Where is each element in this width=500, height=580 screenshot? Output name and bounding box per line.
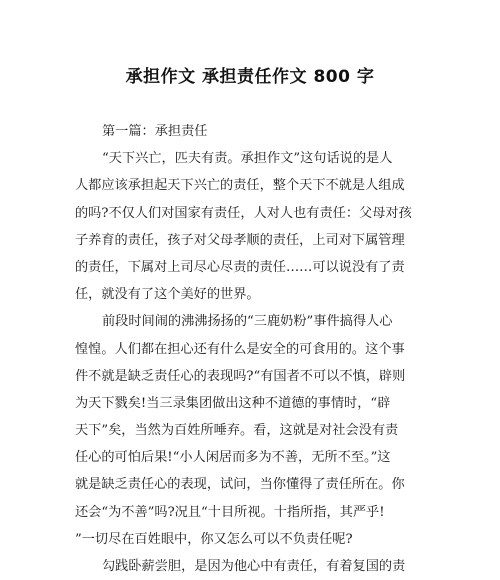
paragraph-line: 任心的可怕后果!“小人闲居而多为不善，无所不至。”这 [75, 450, 391, 466]
paragraph-line: ”一切尽在百姓眼中，你又怎么可以不负责任呢? [75, 531, 353, 547]
document-body [75, 118, 427, 580]
document-title: 承担作文 承担责任作文 800 字 [125, 67, 375, 87]
paragraph-line: 子养育的责任，孩子对父母孝顺的责任，上司对下属管理 [75, 232, 405, 248]
paragraph-line: “天下兴亡，匹夫有责。承担作文”这句话说的是人 [102, 151, 393, 167]
paragraph-line: 人都应该承担起天下兴亡的责任，整个天下不就是人组成 [75, 178, 405, 194]
paragraph-line: 前段时间闹的沸沸扬扬的“三鹿奶粉”事件搞得人心 [102, 314, 393, 330]
paragraph-line: 惶惶。人们都在担心还有什么是安全的可食用的。这个事 [75, 341, 405, 357]
paragraph-line: 件不就是缺乏责任心的表现吗?“有国者不可以不慎，辟则 [75, 368, 406, 384]
paragraph-line: 任，就没有了这个美好的世界。 [75, 287, 260, 303]
paragraph-line: 的责任，下属对上司尽心尽责的责任……可以说没有了责 [75, 259, 405, 275]
paragraph-line: 还会“为不善”吗?况且“十目所视。十指所指，其严乎! [75, 504, 385, 520]
paragraph-line: 天下”矣，当然为百姓所唾弃。看，这就是对社会没有责 [75, 423, 399, 439]
paragraph-line: 勾践卧薪尝胆，是因为他心中有责任，有着复国的责 [102, 559, 406, 574]
paragraph-line: 为天下戮矣!当三录集团做出这种不道德的事情时，“辟 [75, 395, 391, 411]
section-heading: 第一篇：承担责任 [102, 124, 208, 139]
paragraph-line: 的吗?不仅人们对国家有责任，人对人也有责任：父母对孩 [75, 205, 412, 221]
paragraph-line: 就是缺乏责任心的表现，试问，当你懂得了责任所在。你 [75, 477, 405, 493]
